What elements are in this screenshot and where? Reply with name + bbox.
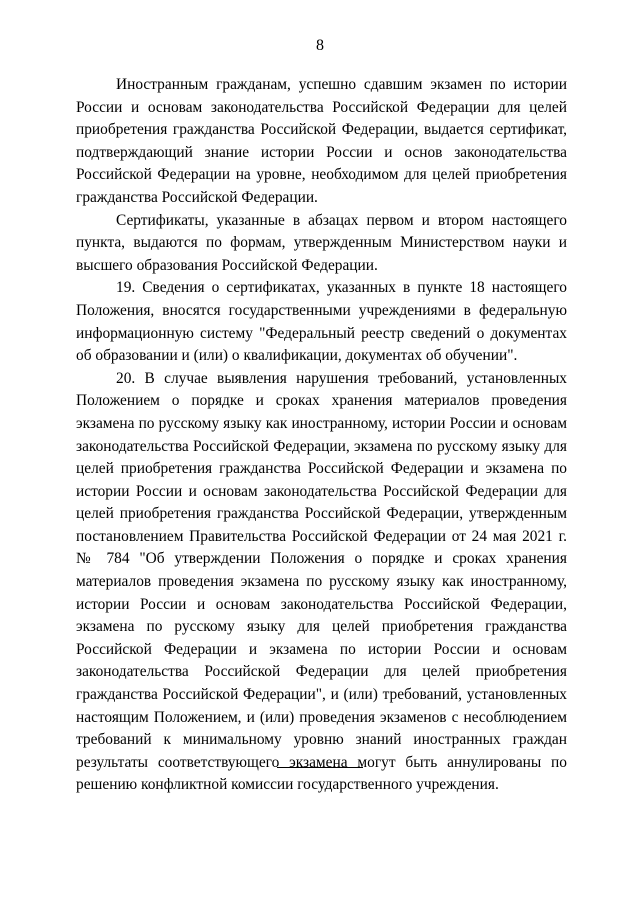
paragraph-19-registry: 19. Сведения о сертификатах, указанных в пункте 18 настоящего Положения, вносятся государственными учреждениями в федеральную информационную систему "Федеральный реестр сведений о документах об образовании и (или) о квалификации, документах об обучении". — [76, 279, 567, 365]
document-body — [76, 74, 567, 797]
paragraph-20-annulment: 20. В случае выявления нарушения требований, установленных Положением о порядке и сроках хранения материалов проведения экзамена по русскому языку как иностранному, истории России и основам законодательства Российской Федерации, экзамена по русскому языку для целей приобретения гражданства Российской Федерации и экзамена по истории России и основам законодательства Российской Федерации для целей приобретения гражданства Российской Федерации, утвержденным постановлением Правительства Российской Федерации от 24 мая 2021 г. № 784 "Об утверждении Положения о порядке и сроках хранения материалов проведения экзамена по русскому языку как иностранному, истории России и основам законодательства Российской Федерации, экзамена по русскому языку для целей приобретения гражданства Российской Федерации и экзамена по истории России и основам законодательства Российской Федерации для целей приобретения гражданства Российской Федерации", и (или) требований, установленных настоящим Положением, и (или) проведения экзаменов с несоблюдением требований к минимальному уровню знаний иностранных граждан результаты соответствующего экзамена могут быть аннулированы по решению конфликтной комиссии государственного учреждения. — [76, 369, 567, 794]
paragraph-certificate-issuance: Иностранным гражданам, успешно сдавшим экзамен по истории России и основам законодательства Российской Федерации для целей приобретения гражданства Российской Федерации, выдается сертификат, подтверждающий знание истории России и основ законодательства Российской Федерации на уровне, необходимом для целей приобретения гражданства Российской Федерации. — [76, 76, 567, 206]
page-number: 8 — [316, 37, 324, 54]
paragraph-certificate-forms: Сертификаты, указанные в абзацах первом и втором настоящего пункта, выдаются по формам, утвержденным Министерством науки и высшего образования Российской Федерации. — [76, 211, 567, 274]
end-separator-line — [277, 767, 363, 768]
